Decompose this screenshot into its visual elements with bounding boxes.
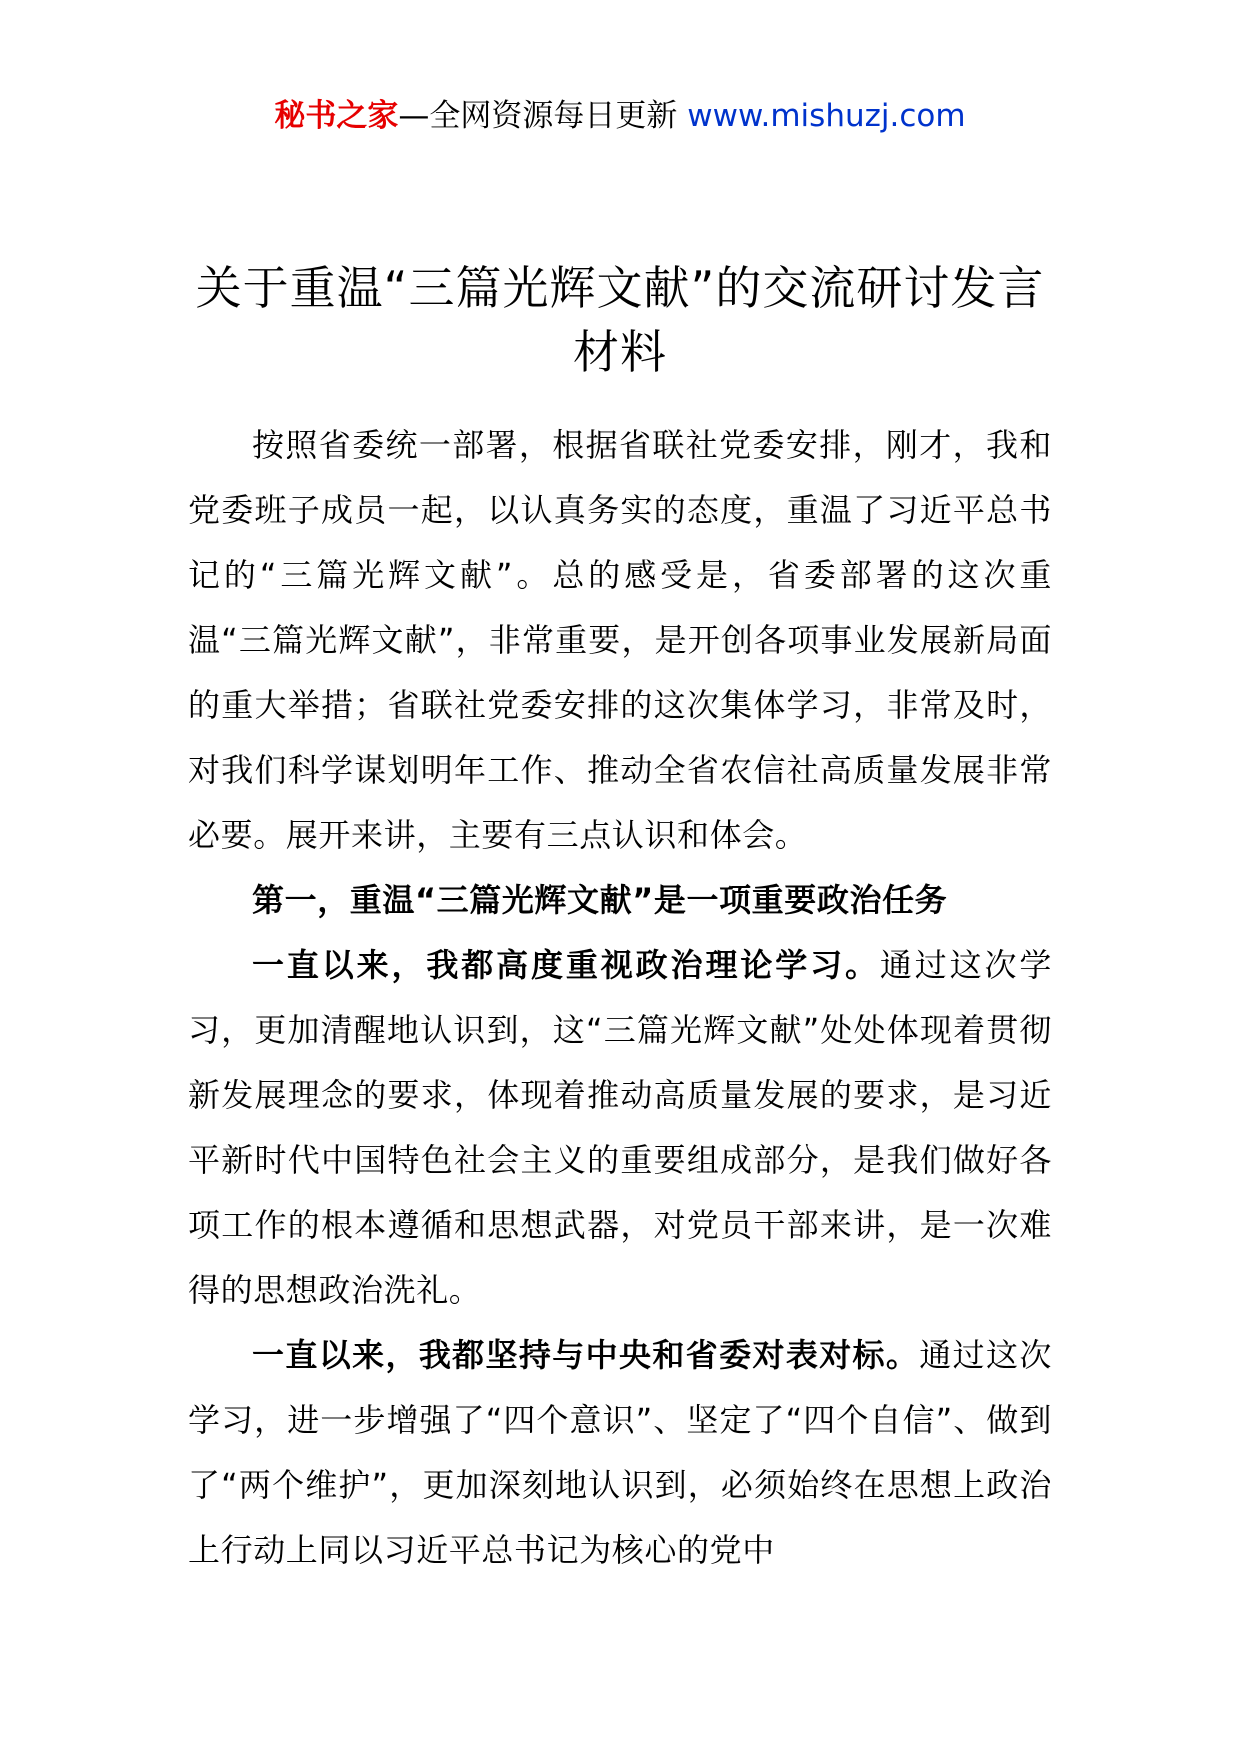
site-slogan: —全网资源每日更新 [398,98,688,134]
paragraph-text: 通过这次学习，进一步增强了“四个意识”、坚定了“四个自信”、做到了“两个维护”，更加深刻地认识到，必须始终在思想上政治上行动上同以习近平总书记为核心的党中 [188,1336,1052,1569]
intro-paragraph: 按照省委统一部署，根据省联社党委安排，刚才，我和党委班子成员一起，以认真务实的态度，重温了习近平总书记的“三篇光辉文献”。总的感受是，省委部署的这次重温“三篇光辉文献”，非常重要，是开创各项事业发展新局面的重大举措；省联社党委安排的这次集体学习，非常及时，对我们科学谋划明年工作、推动全省农信社高质量发展非常必要。展开来讲，主要有三点认识和体会。 [188,426,1052,854]
body-paragraph [188,933,1052,1323]
section-heading-1: 第一，重温“三篇光辉文献”是一项重要政治任务 [252,881,948,919]
document-title: 关于重温“三篇光辉文献”的交流研讨发言材料 [195,261,1045,379]
site-url-link[interactable]: www.mishuzj.com [687,98,966,134]
paragraph-lead: 一直以来，我都坚持与中央和省委对表对标。 [252,1336,920,1374]
paragraph-text: 通过这次学习，更加清醒地认识到，这“三篇光辉文献”处处体现着贯彻新发展理念的要求，体现着推动高质量发展的要求，是习近平新时代中国特色社会主义的重要组成部分，是我们做好各项工作的根本遵循和思想武器，对党员干部来讲，是一次难得的思想政治洗礼。 [188,946,1052,1309]
paragraph-lead: 一直以来，我都高度重视政治理论学习。 [252,946,880,984]
document-body [188,413,1052,1583]
site-brand: 秘书之家 [274,98,399,134]
body-paragraph [188,1323,1052,1583]
site-header [0,96,1240,136]
